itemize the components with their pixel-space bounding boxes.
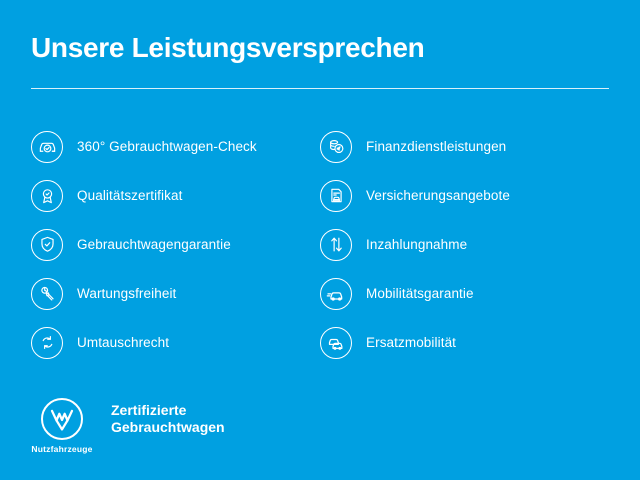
brand-claim-line2: Gebrauchtwagen <box>111 419 225 435</box>
list-item <box>320 171 609 220</box>
list-item <box>31 269 320 318</box>
coins-euro-icon <box>320 131 352 163</box>
brand-block <box>31 398 225 454</box>
car-motion-icon <box>320 278 352 310</box>
list-item <box>31 122 320 171</box>
divider <box>31 88 609 89</box>
list-item-label: Qualitätszertifikat <box>77 188 183 203</box>
page-title: Unsere Leistungsversprechen <box>31 32 425 63</box>
list-item-label: Mobilitätsgarantie <box>366 286 474 301</box>
wrench-gear-icon <box>31 278 63 310</box>
benefits-grid <box>31 122 609 367</box>
vw-logo-letters <box>43 400 81 438</box>
list-item-label: Wartungsfreiheit <box>77 286 177 301</box>
list-item <box>320 220 609 269</box>
vw-logo-mark <box>41 398 83 440</box>
list-item-label: Versicherungsangebote <box>366 188 510 203</box>
vw-logo-subtitle: Nutzfahrzeuge <box>31 444 93 454</box>
brand-claim <box>111 402 225 436</box>
brand-claim-line1: Zertifizierte <box>111 402 187 418</box>
document-car-icon <box>320 180 352 212</box>
list-item-label: Inzahlungnahme <box>366 237 468 252</box>
two-cars-icon <box>320 327 352 359</box>
list-item <box>31 220 320 269</box>
list-item <box>31 171 320 220</box>
exchange-arrows-icon <box>31 327 63 359</box>
list-item <box>31 318 320 367</box>
benefits-column-left <box>31 122 320 367</box>
quality-seal-icon <box>31 180 63 212</box>
list-item <box>320 122 609 171</box>
vw-logo <box>31 398 93 454</box>
shield-check-icon <box>31 229 63 261</box>
car-check-icon <box>31 131 63 163</box>
list-item-label: Umtauschrecht <box>77 335 170 350</box>
arrows-up-down-icon <box>320 229 352 261</box>
list-item <box>320 318 609 367</box>
list-item-label: 360° Gebrauchtwagen-Check <box>77 139 257 154</box>
list-item-label: Ersatzmobilität <box>366 335 457 350</box>
list-item <box>320 269 609 318</box>
list-item-label: Gebrauchtwagengarantie <box>77 237 231 252</box>
list-item-label: Finanzdienstleistungen <box>366 139 507 154</box>
benefits-column-right <box>320 122 609 367</box>
